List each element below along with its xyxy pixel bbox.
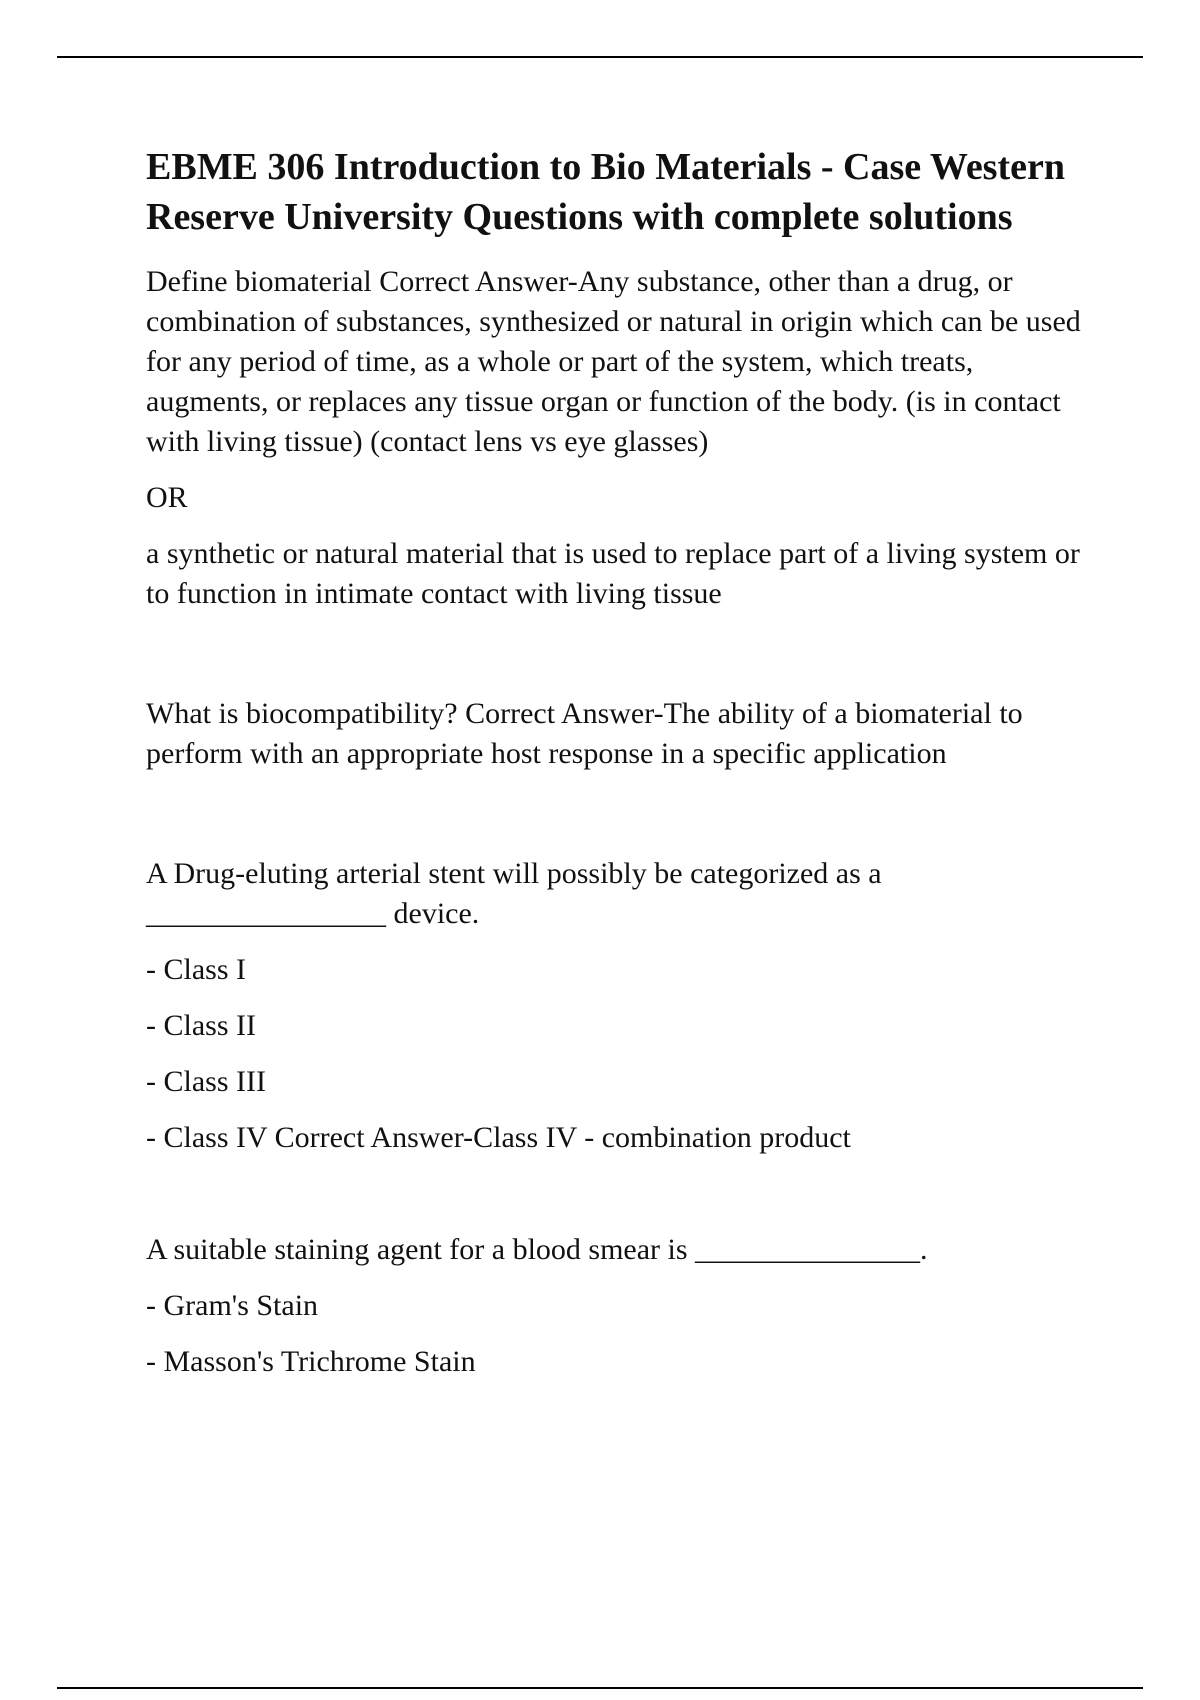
- spacer: [146, 630, 1096, 694]
- question-paragraph: What is biocompatibility? Correct Answer-The ability of a biomaterial to perform with an appropriate host response in a specific application: [146, 697, 1023, 770]
- question-block: [146, 694, 1096, 774]
- question-block: [146, 1230, 1096, 1382]
- question-paragraph: A suitable staining agent for a blood smear is _______________.: [146, 1233, 928, 1266]
- answer-option: - Class II: [146, 1009, 256, 1042]
- answer-option: - Masson's Trichrome Stain: [146, 1345, 476, 1378]
- header-rule: [57, 56, 1143, 58]
- answer-option: - Class I: [146, 953, 246, 986]
- question-paragraph: OR: [146, 481, 188, 514]
- question-paragraph: a synthetic or natural material that is used to replace part of a living system or to function in intimate contact with living tissue: [146, 537, 1080, 610]
- question-paragraph: A Drug-eluting arterial stent will possibly be categorized as a ________________ device.: [146, 857, 882, 930]
- question-block: [146, 262, 1096, 614]
- answer-option: - Gram's Stain: [146, 1289, 319, 1322]
- question-paragraph: Define biomaterial Correct Answer-Any substance, other than a drug, or combination of substances, synthesized or natural in origin which can be used for any period of time, as a whole or part of the system, which treats, augments, or replaces any tissue organ or function of the body. (is in contact with living tissue) (contact lens vs eye glasses): [146, 265, 1081, 458]
- answer-option: - Class IV Correct Answer-Class IV - combination product: [146, 1121, 851, 1154]
- spacer: [146, 1174, 1096, 1230]
- spacer: [146, 790, 1096, 854]
- answer-option: - Class III: [146, 1065, 266, 1098]
- document-body: [146, 142, 1096, 1398]
- document-title: EBME 306 Introduction to Bio Materials - Case Western Reserve University Questions with complete solutions: [146, 146, 1065, 238]
- question-block: [146, 854, 1096, 1158]
- footer-rule: [57, 1687, 1143, 1689]
